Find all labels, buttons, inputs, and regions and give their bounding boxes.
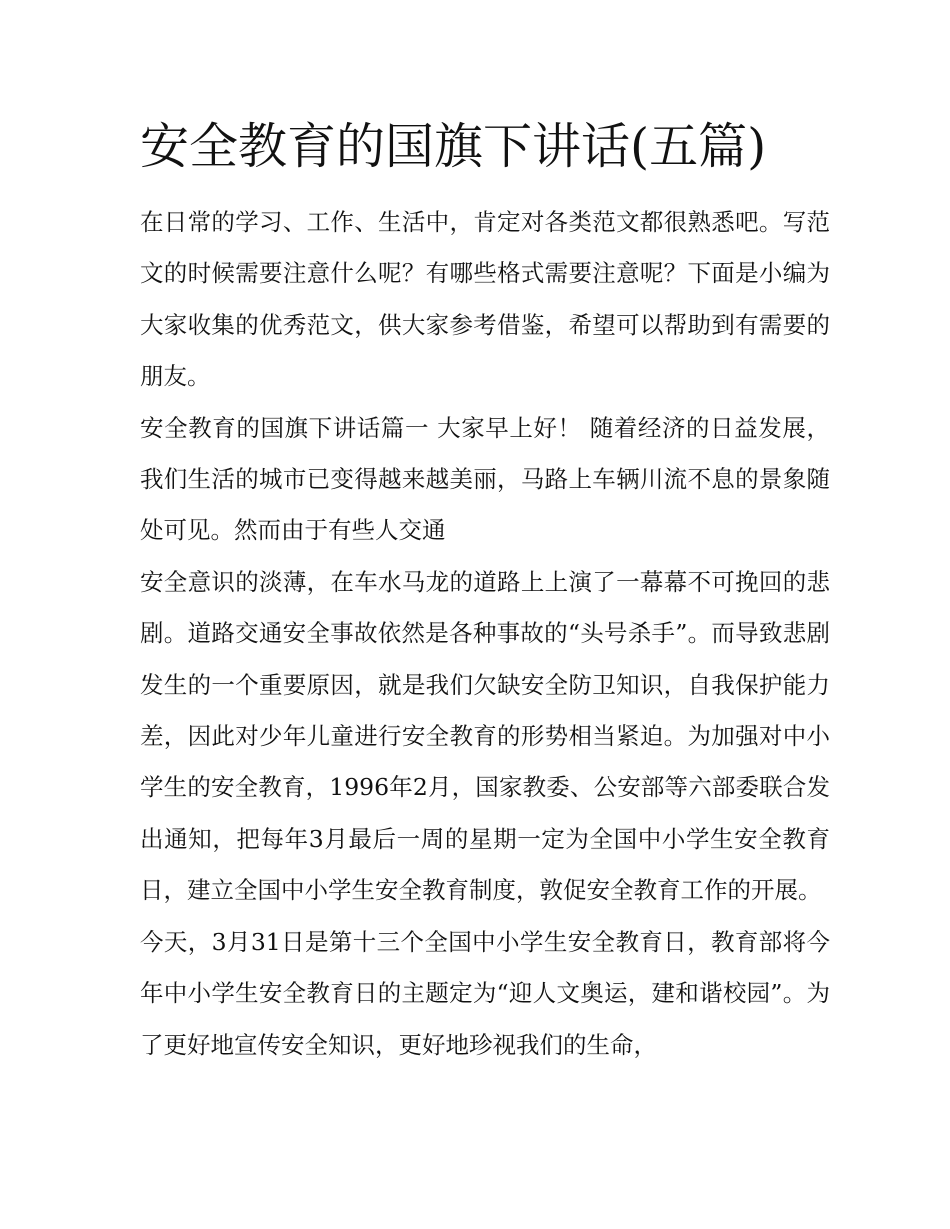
paragraph-intro: 在日常的学习、工作、生活中，肯定对各类范文都很熟悉吧。写范文的时候需要注意什么呢？有哪些格式需要注意呢？下面是小编为大家收集的优秀范文，供大家参考借鉴，希望可以帮助到有需要的朋友。 [140,208,830,391]
paragraph-safety-day: 今天，3月31日是第十三个全国中小学生安全教育日，教育部将今年中小学生安全教育日的主题定为“迎人文奥运，建和谐校园”。为了更好地宣传安全知识，更好地珍视我们的生命， [140,927,830,1059]
document-body [140,197,830,1071]
paragraph-safety-awareness: 安全意识的淡薄，在车水马龙的道路上上演了一幕幕不可挽回的悲剧。道路交通安全事故依然是各种事故的“头号杀手”。而导致悲剧发生的一个重要原因，就是我们欠缺安全防卫知识，自我保护能力差，因此对少年儿童进行安全教育的形势相当紧迫。为加强对中小学生的安全教育，1996年2月，国家教委、公安部等六部委联合发出通知，把每年3月最后一周的星期一定为全国中小学生安全教育日，建立全国中小学生安全教育制度，敦促安全教育工作的开展。 [140,567,830,905]
document-title: 安全教育的国旗下讲话(五篇) [140,118,767,175]
paragraph-speech-opening: 安全教育的国旗下讲话篇一 大家早上好！ 随着经济的日益发展，我们生活的城市已变得越来越美丽，马路上车辆川流不息的景象随处可见。然而由于有些人交通 [140,413,830,545]
